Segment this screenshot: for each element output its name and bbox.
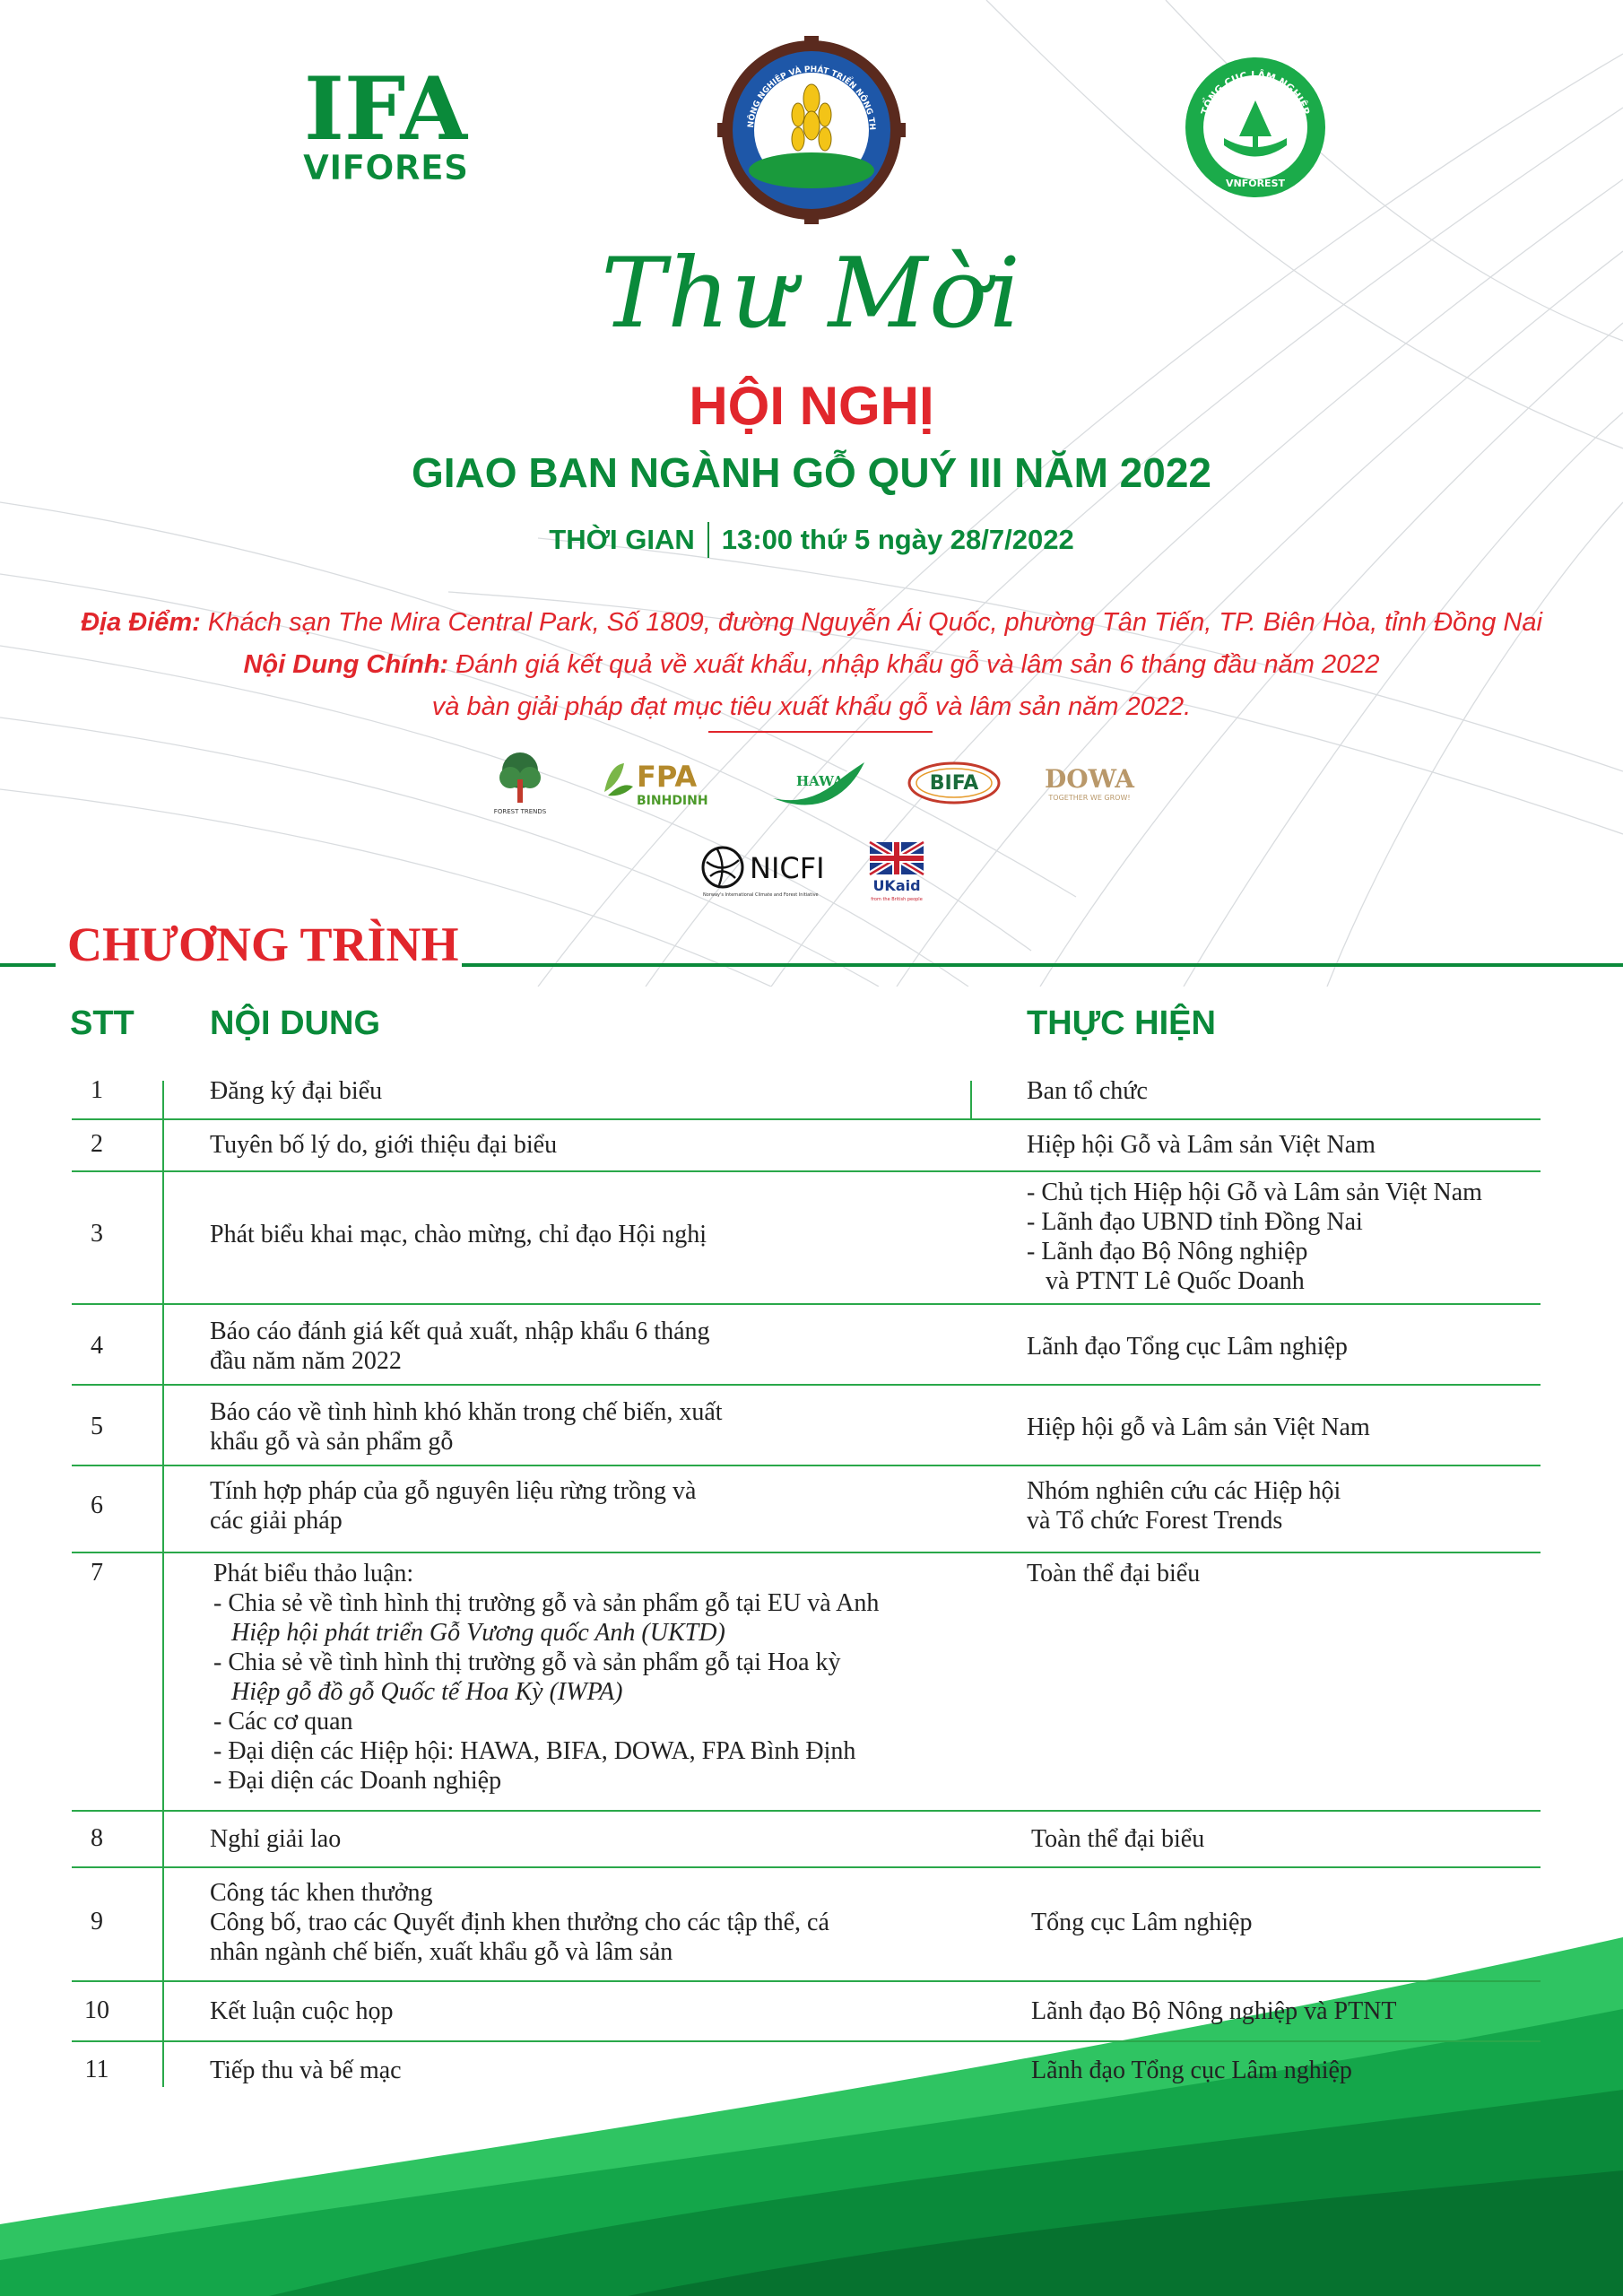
bifa-logo bbox=[907, 761, 1002, 805]
row-performer: Hiệp hội gỗ và Lâm sản Việt Nam bbox=[1027, 1413, 1370, 1441]
row-line-7 bbox=[72, 1810, 1541, 1812]
ukaid-graphic bbox=[868, 840, 925, 903]
row-content: Nghỉ giải lao bbox=[210, 1825, 342, 1853]
row-performer: Toàn thể đại biểu bbox=[1031, 1825, 1205, 1853]
section-line-left bbox=[0, 963, 56, 967]
fpa-sub-text: BINHDINH bbox=[637, 794, 708, 808]
row-stt: 7 bbox=[91, 1559, 103, 1587]
fpa-graphic bbox=[601, 756, 717, 810]
row-stt: 1 bbox=[91, 1076, 103, 1104]
event-title: HỘI NGHỊ bbox=[689, 376, 934, 436]
row-stt: 9 bbox=[91, 1908, 103, 1935]
row-stt: 6 bbox=[91, 1492, 103, 1519]
forest-trends-text: FOREST TRENDS bbox=[493, 808, 547, 815]
row-content: Tuyên bố lý do, giới thiệu đại biểu bbox=[210, 1131, 558, 1159]
content-line bbox=[0, 650, 1623, 680]
dowa-logo bbox=[1038, 761, 1141, 805]
ukaid-logo bbox=[868, 840, 925, 903]
row-stt: 10 bbox=[84, 1996, 109, 2024]
row-content: Phát biểu khai mạc, chào mừng, chỉ đạo Hội nghị bbox=[210, 1221, 707, 1248]
row-performer: Lãnh đạo Tổng cục Lâm nghiệp bbox=[1027, 1333, 1348, 1361]
row-stt: 11 bbox=[84, 2056, 109, 2083]
program-title: CHƯƠNG TRÌNH bbox=[67, 918, 459, 971]
row-performer: Lãnh đạo Bộ Nông nghiệp và PTNT bbox=[1031, 1997, 1397, 2025]
hawa-text: HAWA bbox=[796, 773, 844, 789]
section-line-right bbox=[462, 963, 1623, 967]
mard-logo-graphic bbox=[717, 36, 906, 224]
location-label: Địa Điểm: bbox=[81, 608, 201, 637]
nicfi-text: NICFI bbox=[750, 851, 825, 885]
row-content: Báo cáo đánh giá kết quả xuất, nhập khẩu 6 tháng đầu năm năm 2022 bbox=[210, 1318, 710, 1375]
content-value-1: Đánh giá kết quả về xuất khẩu, nhập khẩu gỗ và lâm sản 6 tháng đầu năm 2022 bbox=[456, 650, 1380, 679]
dowa-sub-text: TOGETHER WE GROW! bbox=[1048, 794, 1131, 802]
time-value: 13:00 thứ 5 ngày 28/7/2022 bbox=[721, 524, 1074, 555]
mard-logo bbox=[717, 36, 906, 224]
nicfi-graphic bbox=[699, 839, 825, 901]
row-line-10 bbox=[72, 2040, 1541, 2042]
bifa-graphic bbox=[907, 761, 1002, 805]
row-line-4 bbox=[72, 1384, 1541, 1386]
row-line-2 bbox=[72, 1170, 1541, 1172]
fpa-text: FPA bbox=[637, 760, 698, 794]
row-content: Đăng ký đại biểu bbox=[210, 1077, 383, 1105]
fpa-logo bbox=[601, 756, 717, 810]
row-stt: 3 bbox=[91, 1220, 103, 1248]
row-performer: Lãnh đạo Tổng cục Lâm nghiệp bbox=[1031, 2057, 1352, 2084]
row-stt: 4 bbox=[91, 1332, 103, 1360]
row-performer: Hiệp hội Gỗ và Lâm sản Việt Nam bbox=[1027, 1131, 1376, 1159]
col-stt-header: STT bbox=[70, 1004, 135, 1042]
time-label: THỜI GIAN bbox=[549, 524, 695, 555]
nicfi-logo bbox=[699, 839, 825, 901]
row-performer: Tổng cục Lâm nghiệp bbox=[1031, 1909, 1253, 1936]
row-performer: Toàn thể đại biểu bbox=[1027, 1560, 1201, 1587]
content-line-2: và bàn giải pháp đạt mục tiêu xuất khẩu gỗ và lâm sản năm 2022. bbox=[431, 692, 1192, 721]
vnforest-text: VNFOREST bbox=[1226, 178, 1285, 189]
row-performer: - Chủ tịch Hiệp hội Gỗ và Lâm sản Việt Nam - Lãnh đạo UBND tỉnh Đồng Nai - Lãnh đạo Bộ Nông nghiệp và PTNT Lê Quốc Doanh bbox=[1027, 1178, 1482, 1295]
ukaid-sub-text: from the British people bbox=[871, 897, 923, 902]
row-line-1 bbox=[72, 1118, 1541, 1120]
vnforest-logo-graphic bbox=[1184, 56, 1327, 199]
col-content-header: NỘI DUNG bbox=[210, 1004, 380, 1042]
dowa-text: DOWA bbox=[1044, 764, 1135, 794]
row-stt: 2 bbox=[91, 1130, 103, 1158]
vnforest-ring-text: TỔNG CỤC LÂM NGHIỆP bbox=[1199, 68, 1312, 117]
time-separator bbox=[707, 522, 709, 558]
row-content: Phát biểu thảo luận: - Chia sẻ về tình hình thị trường gỗ và sản phẩm gỗ tại EU và Anh Hiệp hội phát triển Gỗ Vương quốc Anh (UKTD) - Chia sẻ về tình hình thị trường gỗ và sản phẩm gỗ tại Hoa kỳ Hiệp gỗ đồ gỗ Quốc tế Hoa Kỳ (IWPA) - Các cơ quan - Đại diện các Hiệp hội: HAWA, BIFA, DOWA, FPA Bình Định - Đại diện các Doanh nghiệp bbox=[213, 1560, 880, 1795]
row-content: Báo cáo về tình hình khó khăn trong chế biến, xuất khẩu gỗ và sản phẩm gỗ bbox=[210, 1398, 723, 1456]
ukaid-text: UKaid bbox=[872, 877, 921, 894]
location-line bbox=[0, 608, 1623, 638]
nicfi-sub-text: Norway's International Climate and Forest Initiative bbox=[703, 892, 819, 898]
row-line-5 bbox=[72, 1465, 1541, 1466]
row-line-8 bbox=[72, 1866, 1541, 1868]
row-stt: 5 bbox=[91, 1413, 103, 1440]
invite-title: Thư Mời bbox=[601, 238, 1022, 350]
table-divider-stt bbox=[162, 1081, 164, 2087]
row-line-9 bbox=[72, 1980, 1541, 1982]
bifa-text: BIFA bbox=[929, 772, 979, 795]
hawa-graphic bbox=[769, 753, 868, 812]
hawa-logo bbox=[769, 753, 868, 812]
vnforest-logo bbox=[1184, 56, 1327, 199]
row-stt: 8 bbox=[91, 1824, 103, 1852]
row-content: Tính hợp pháp của gỗ nguyên liệu rừng trồng và các giải pháp bbox=[210, 1477, 697, 1535]
dowa-graphic bbox=[1038, 761, 1141, 805]
event-subtitle: GIAO BAN NGÀNH GỖ QUÝ III NĂM 2022 bbox=[411, 449, 1211, 496]
vifores-mark: IFA bbox=[304, 58, 467, 160]
vifores-logo-graphic bbox=[296, 54, 475, 188]
row-performer: Ban tổ chức bbox=[1027, 1077, 1148, 1105]
forest-trends-graphic bbox=[489, 749, 551, 825]
event-time bbox=[0, 522, 1623, 558]
row-line-6 bbox=[72, 1552, 1541, 1553]
location-value: Khách sạn The Mira Central Park, Số 1809, đường Nguyễn Ái Quốc, phường Tân Tiến, TP. Biên Hòa, tỉnh Đồng Nai bbox=[207, 608, 1542, 637]
vifores-text: VIFORES bbox=[302, 148, 469, 187]
vifores-logo bbox=[296, 54, 475, 188]
row-content: Kết luận cuộc họp bbox=[210, 1997, 394, 2025]
col-performer-header: THỰC HIỆN bbox=[1027, 1004, 1216, 1042]
table-divider-content bbox=[970, 1081, 972, 1118]
row-line-3 bbox=[72, 1303, 1541, 1305]
content-label: Nội Dung Chính: bbox=[243, 650, 449, 679]
forest-trends-logo bbox=[489, 749, 551, 825]
mard-ring-text: NÔNG NGHIỆP VÀ PHÁT TRIỂN NÔNG TH bbox=[746, 65, 877, 131]
divider-red bbox=[708, 731, 933, 733]
row-content: Tiếp thu và bế mạc bbox=[210, 2057, 402, 2084]
row-performer: Nhóm nghiên cứu các Hiệp hội và Tổ chức Forest Trends bbox=[1027, 1477, 1341, 1535]
row-content: Công tác khen thưởng Công bố, trao các Quyết định khen thưởng cho các tập thể, cá nhân ngành chế biến, xuất khẩu gỗ và lâm sản bbox=[210, 1879, 829, 1966]
